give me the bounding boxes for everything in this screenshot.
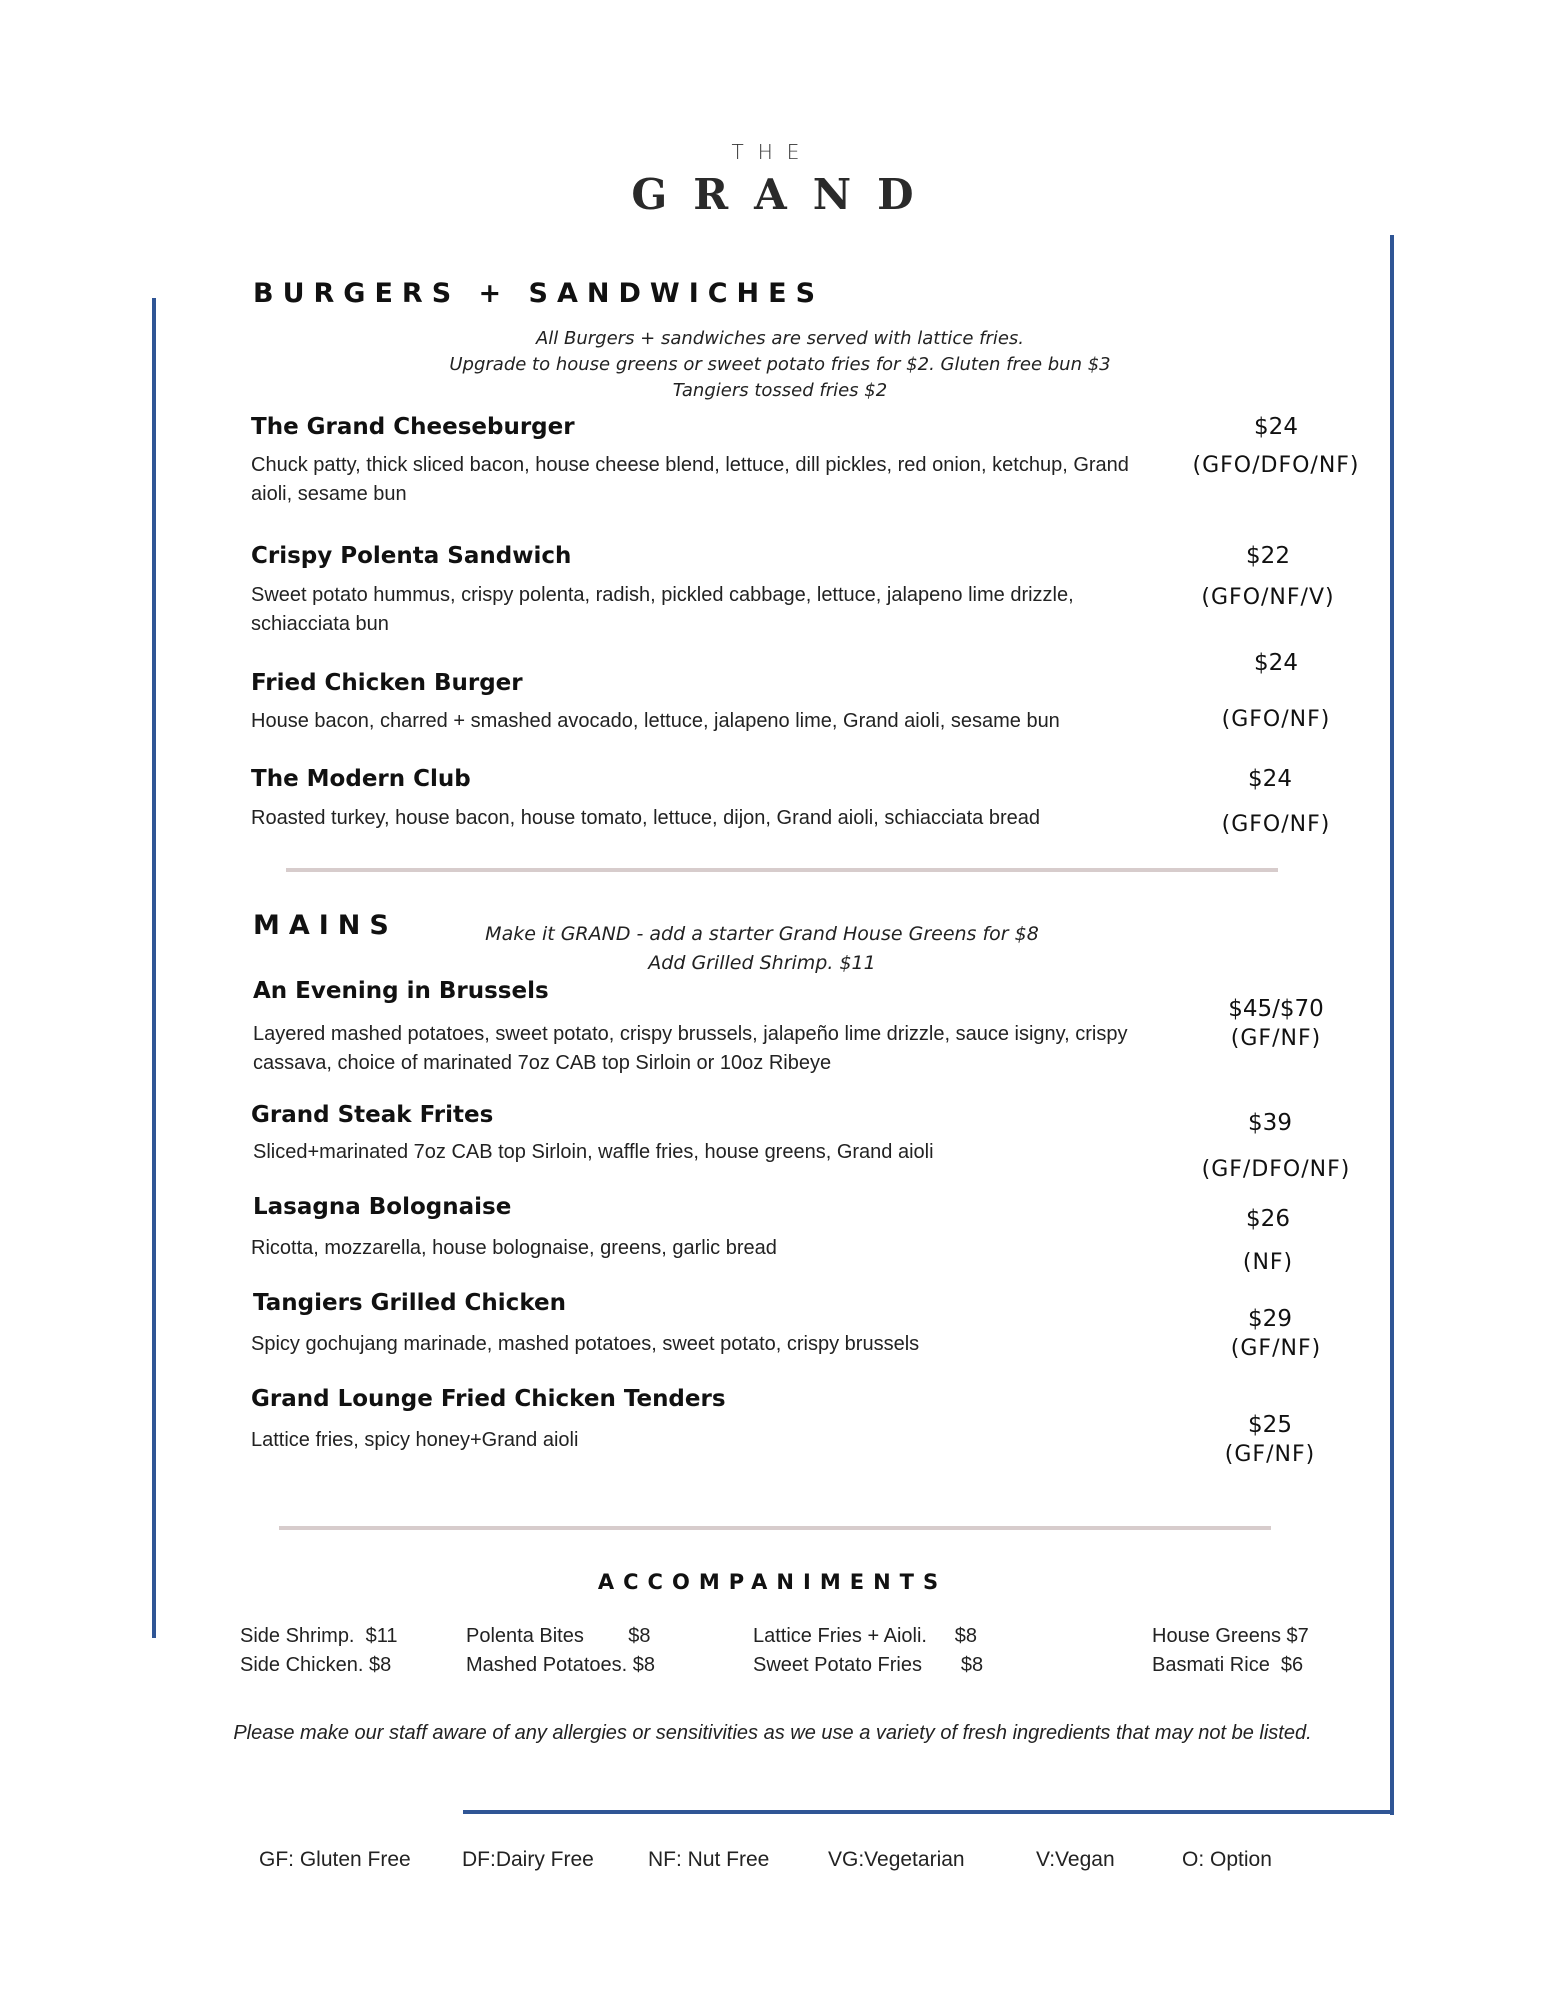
menu-item-price: $45/$70	[1228, 996, 1324, 1022]
legend-item: VG:Vegetarian	[828, 1848, 965, 1871]
mains-note	[462, 920, 1062, 978]
menu-item-diet: (GF/NF)	[1224, 1442, 1316, 1467]
burgers-note-line: Upgrade to house greens or sweet potato fries for $2. Gluten free bun $3	[449, 354, 1111, 375]
accompaniment-item: House Greens $7	[1152, 1625, 1309, 1647]
section-divider	[286, 868, 1278, 872]
menu-item-diet: (GFO/NF/V)	[1201, 585, 1335, 610]
logo-the: THE	[731, 140, 814, 164]
menu-item-description: House bacon, charred + smashed avocado, lettuce, jalapeno lime, Grand aioli, sesame bun	[251, 710, 1060, 732]
menu-item-name: The Modern Club	[251, 766, 471, 792]
mains-note-line: Make it GRAND - add a starter Grand House Greens for $8	[485, 923, 1039, 945]
menu-item-name: An Evening in Brussels	[253, 978, 549, 1004]
burgers-note-line: All Burgers + sandwiches are served with lattice fries.	[535, 328, 1025, 349]
menu-item-name: Grand Steak Frites	[251, 1102, 494, 1128]
menu-item-description: Sweet potato hummus, crispy polenta, radish, pickled cabbage, lettuce, jalapeno lime drizzle, schiacciata bun	[251, 584, 1074, 635]
menu-item-description: Ricotta, mozzarella, house bolognaise, greens, garlic bread	[251, 1237, 777, 1259]
accompaniment-item: Sweet Potato Fries $8	[753, 1654, 984, 1676]
menu-item-diet: (GFO/NF)	[1221, 707, 1331, 732]
menu-item-name: The Grand Cheeseburger	[251, 414, 575, 440]
burgers-note-line: Tangiers tossed fries $2	[672, 380, 888, 401]
section-divider	[279, 1526, 1271, 1530]
accompaniment-item: Lattice Fries + Aioli. $8	[753, 1625, 977, 1647]
menu-item-price: $24	[1254, 650, 1298, 676]
menu-item-name: Grand Lounge Fried Chicken Tenders	[251, 1386, 726, 1412]
legend-item: O: Option	[1182, 1848, 1272, 1871]
menu-item-description: Roasted turkey, house bacon, house tomato, lettuce, dijon, Grand aioli, schiacciata bread	[251, 807, 1040, 829]
logo-grand: GRAND	[631, 170, 940, 219]
menu-item-description: Layered mashed potatoes, sweet potato, crispy brussels, jalapeño lime drizzle, sauce isigny, crispy cassava, choice of marinated 7oz CAB top Sirloin or 10oz Ribeye	[253, 1023, 1128, 1074]
legend-item: GF: Gluten Free	[259, 1848, 411, 1871]
menu-item-diet: (GF/DFO/NF)	[1201, 1157, 1351, 1182]
accompaniments-column	[466, 1622, 655, 1680]
accompaniments-title: ACCOMPANIMENTS	[597, 1570, 948, 1594]
menu-item-price: $24	[1254, 414, 1298, 440]
menu-item-diet: (GF/NF)	[1230, 1336, 1322, 1361]
accompaniment-item: Polenta Bites $8	[466, 1625, 651, 1647]
menu-item-price: $22	[1246, 543, 1290, 569]
menu-item-price: $24	[1248, 766, 1292, 792]
menu-item-price: $25	[1248, 1412, 1292, 1438]
menu-item-name: Lasagna Bolognaise	[253, 1194, 512, 1220]
accompaniments-column	[753, 1622, 983, 1680]
accompaniments-column	[240, 1622, 398, 1680]
accompaniments-column	[1152, 1622, 1309, 1680]
menu-item-diet: (GFO/NF)	[1221, 812, 1331, 837]
menu-item-price: $29	[1248, 1306, 1292, 1332]
mains-note-line: Add Grilled Shrimp. $11	[648, 952, 876, 974]
menu-item-name: Crispy Polenta Sandwich	[251, 543, 572, 569]
burgers-note	[380, 326, 1180, 404]
menu-item-description: Lattice fries, spicy honey+Grand aioli	[251, 1429, 579, 1451]
legend-item: DF:Dairy Free	[462, 1848, 594, 1871]
burgers-section-title: BURGERS + SANDWICHES	[253, 278, 825, 309]
menu-item-diet: (GF/NF)	[1230, 1026, 1322, 1051]
accompaniment-item: Side Shrimp. $11	[240, 1625, 398, 1647]
bottom-accent-line	[463, 1810, 1394, 1814]
allergy-note: Please make our staff aware of any allergies or sensitivities as we use a variety of fresh ingredients that may not be listed.	[233, 1722, 1312, 1744]
menu-item-price: $26	[1246, 1206, 1290, 1232]
menu-item-name: Fried Chicken Burger	[251, 670, 523, 696]
menu-item-diet: (NF)	[1242, 1250, 1294, 1275]
menu-item-diet: (GFO/DFO/NF)	[1192, 453, 1360, 478]
legend-item: NF: Nut Free	[648, 1848, 770, 1871]
menu-item-name: Tangiers Grilled Chicken	[253, 1290, 566, 1316]
left-accent-line	[152, 298, 156, 1638]
mains-section-title: MAINS	[253, 910, 398, 941]
menu-item-description: Chuck patty, thick sliced bacon, house cheese blend, lettuce, dill pickles, red onion, ketchup, Grand aioli, sesame bun	[251, 454, 1129, 505]
menu-item-description: Spicy gochujang marinade, mashed potatoes, sweet potato, crispy brussels	[251, 1333, 920, 1355]
legend-item: V:Vegan	[1036, 1848, 1115, 1871]
accompaniment-item: Side Chicken. $8	[240, 1654, 392, 1676]
menu-item-price: $39	[1248, 1110, 1292, 1136]
accompaniment-item: Basmati Rice $6	[1152, 1654, 1304, 1676]
menu-item-description: Sliced+marinated 7oz CAB top Sirloin, waffle fries, house greens, Grand aioli	[253, 1141, 934, 1163]
accompaniment-item: Mashed Potatoes. $8	[466, 1654, 656, 1676]
